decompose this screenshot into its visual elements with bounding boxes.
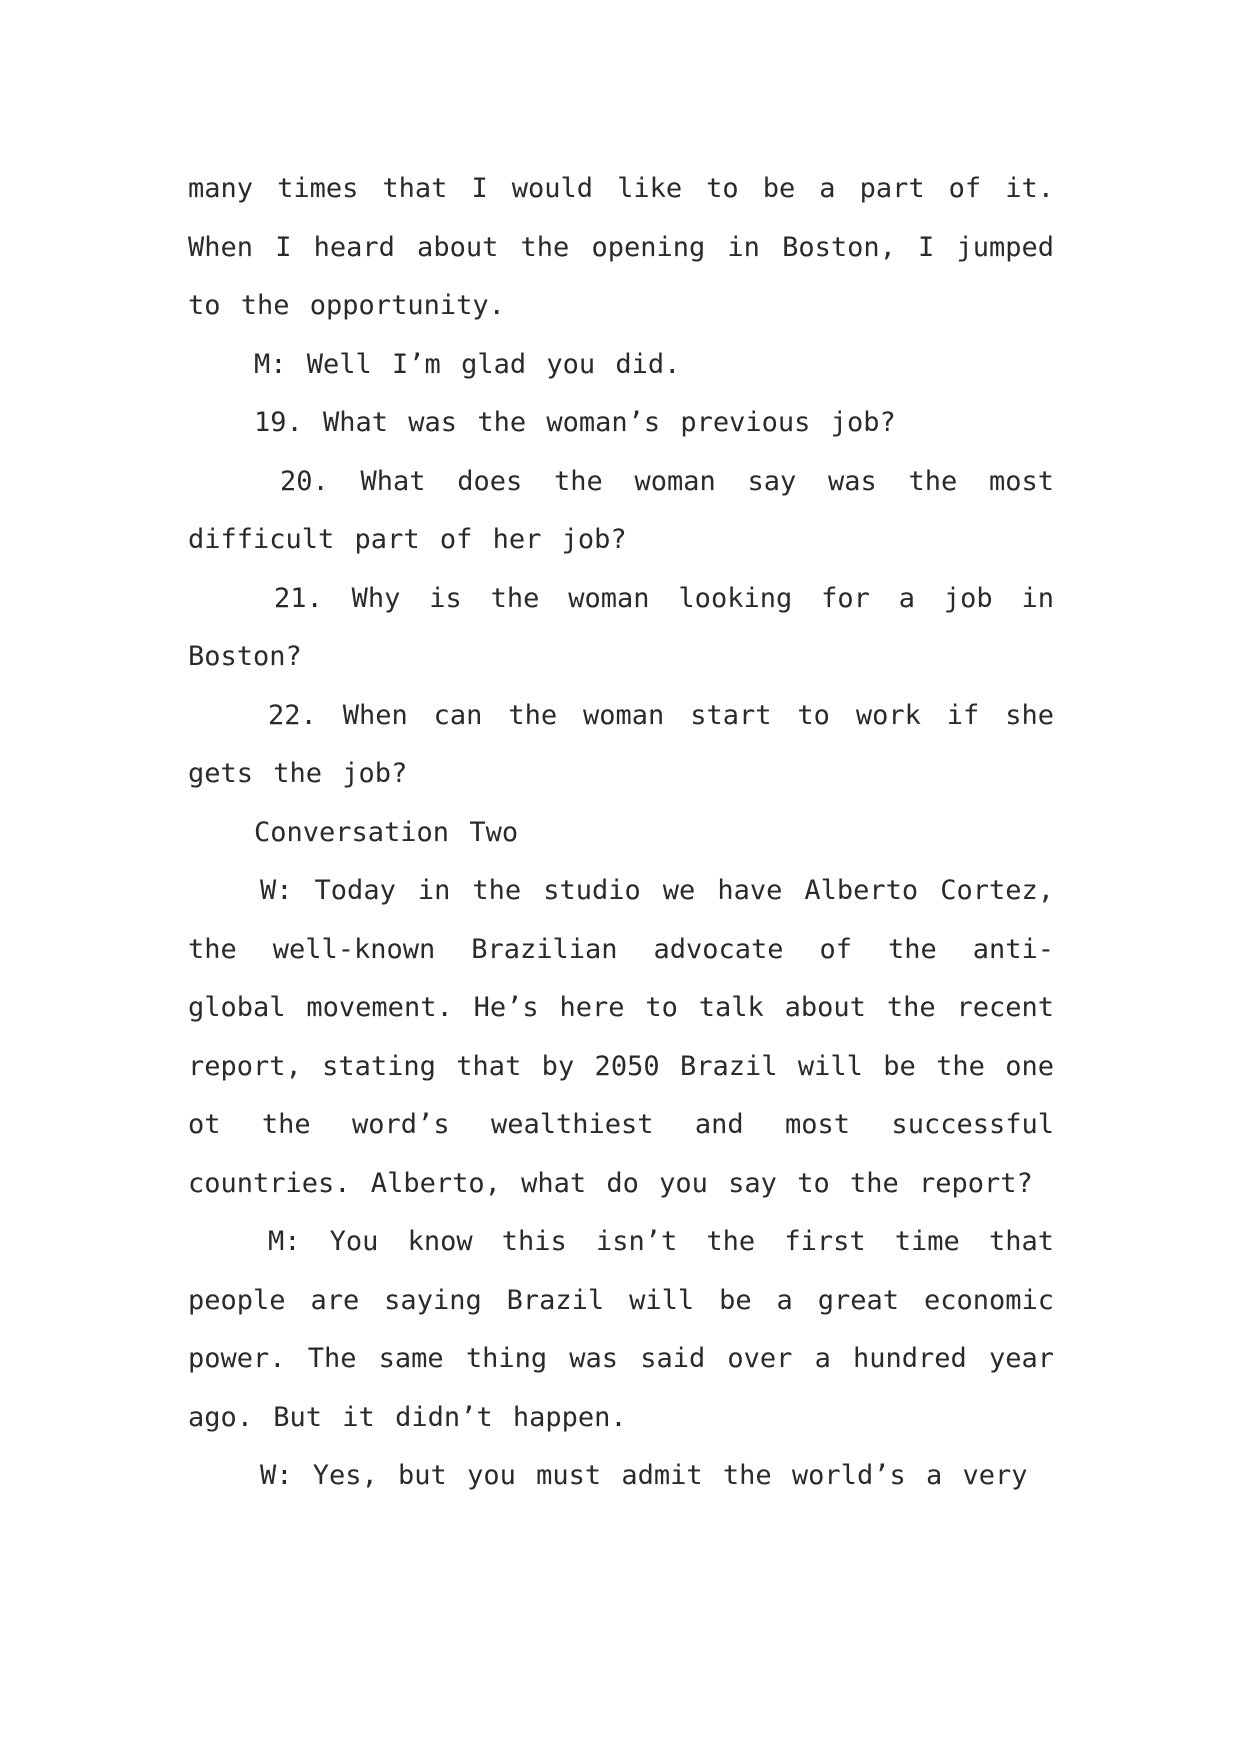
question-22: 22. When can the woman start to work if she gets the job? xyxy=(188,699,1054,789)
paragraph-dialogue-m: M: Well I’m glad you did. xyxy=(254,348,681,380)
paragraph-dialogue-m: M: You know this isn’t the first time that people are saying Brazil will be a great economic power. The same thing was said over a hundred year ago. But it didn’t happen. xyxy=(188,1226,1054,1433)
section-heading: Conversation Two xyxy=(254,816,519,848)
question-20: 20. What does the woman say was the most difficult part of her job? xyxy=(188,465,1054,555)
document-body xyxy=(188,160,1054,1506)
paragraph-dialogue-w: W: Today in the studio we have Alberto Cortez, the well-known Brazilian advocate of the anti-global movement. He’s here to talk about the recent report, stating that by 2050 Brazil will be the one ot the word’s wealthiest and most successful countries. Alberto, what do you say to the report? xyxy=(188,875,1054,1199)
question-21: 21. Why is the woman looking for a job in Boston? xyxy=(188,582,1054,672)
paragraph-continuation: many times that I would like to be a part of it. When I heard about the opening in Boston, I jumped to the opportunity. xyxy=(188,173,1054,321)
question-19: 19. What was the woman’s previous job? xyxy=(254,407,896,438)
paragraph-dialogue-w: W: Yes, but you must admit the world’s a very xyxy=(260,1460,1028,1491)
